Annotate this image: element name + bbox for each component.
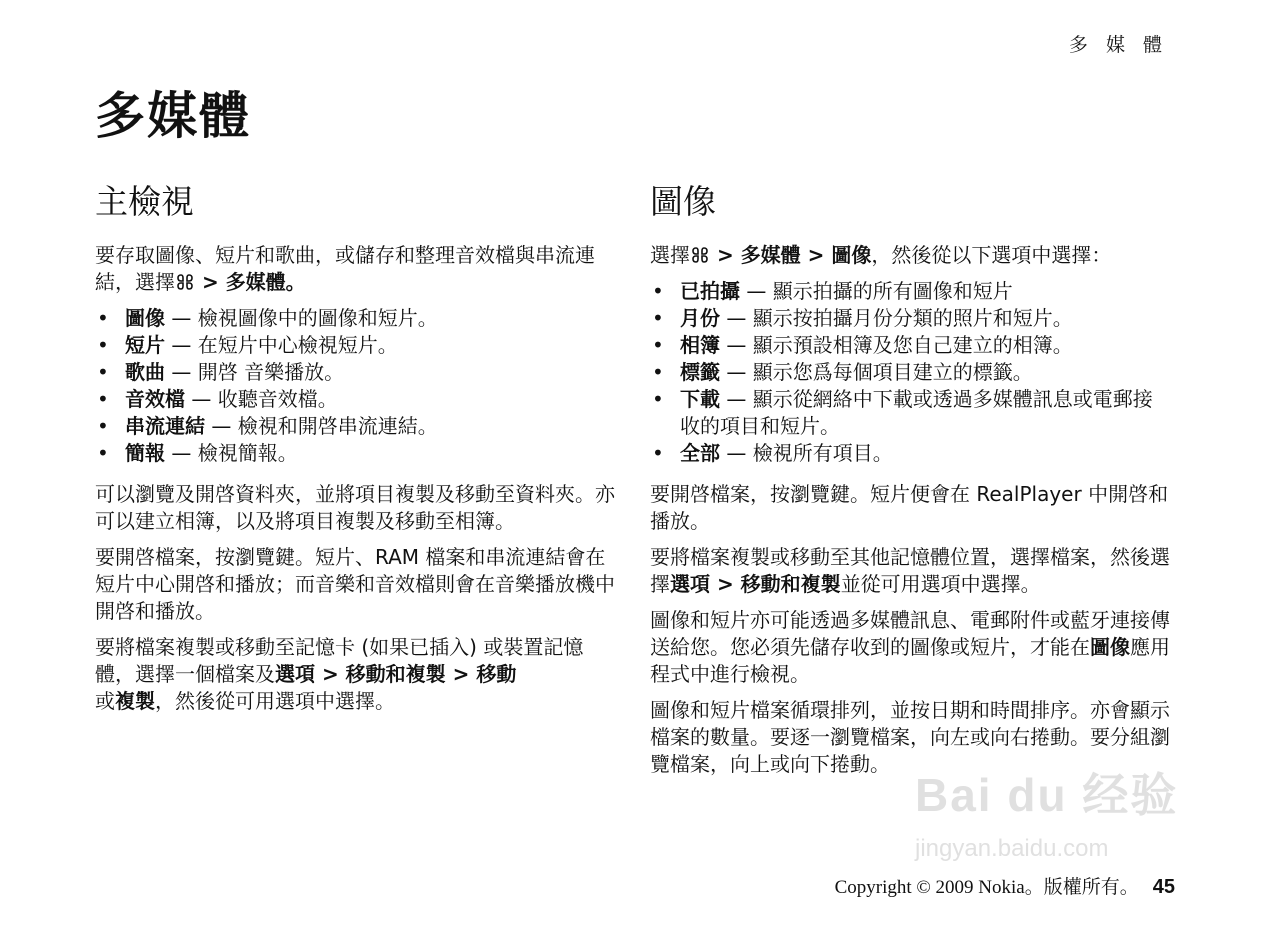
list-item: • 串流連結 — 檢視和開啓串流連結。 — [95, 413, 620, 440]
list-item: • 全部 — 檢視所有項目。 — [650, 440, 1170, 467]
list-item: • 音效檔 — 收聽音效檔。 — [95, 386, 620, 413]
left-column — [95, 180, 620, 724]
main-view-list — [95, 305, 620, 467]
images-heading: 圖像 — [650, 182, 716, 221]
copy-move-paragraph: 要將檔案複製或移動至記憶卡 (如果已插入) 或裝置記憶體，選擇一個檔案及選項 > 移動和複製 > 移動 或複製，然後從可用選項中選擇。 — [95, 635, 584, 713]
list-item: • 歌曲 — 開啓 音樂播放。 — [95, 359, 620, 386]
list-item: • 已拍攝 — 顯示拍攝的所有圖像和短片 — [650, 278, 1170, 305]
menu-key-icon — [692, 245, 708, 265]
page-footer — [835, 872, 1175, 899]
menu-key-icon — [177, 272, 193, 292]
list-item: • 圖像 — 檢視圖像中的圖像和短片。 — [95, 305, 620, 332]
page-title: 多媒體 — [95, 86, 251, 145]
browse-paragraph: 圖像和短片檔案循環排列，並按日期和時間排序。亦會顯示檔案的數量。要逐一瀏覽檔案，向左或向右捲動。要分組瀏覽檔案，向上或向下捲動。 — [650, 698, 1170, 776]
watermark-brand: Bai du 经验 — [915, 769, 1179, 821]
memory-copy-paragraph: 要將檔案複製或移動至其他記憶體位置，選擇檔案，然後選擇選項 > 移動和複製並從可用選項中選擇。 — [650, 545, 1170, 596]
main-view-intro: 要存取圖像、短片和歌曲，或儲存和整理音效檔與串流連結，選擇 > 多媒體。 — [95, 243, 595, 294]
images-intro: 選擇 > 多媒體 > 圖像，然後從以下選項中選擇： — [650, 243, 1112, 267]
list-item: • 月份 — 顯示按拍攝月份分類的照片和短片。 — [650, 305, 1170, 332]
list-item: • 簡報 — 檢視簡報。 — [95, 440, 620, 467]
folders-paragraph: 可以瀏覽及開啓資料夾，並將項目複製及移動至資料夾。亦可以建立相簿，以及將項目複製及移動至相簿。 — [95, 482, 615, 533]
running-header: 多 媒 體 — [1068, 34, 1168, 56]
images-list — [650, 278, 1170, 467]
realplayer-paragraph: 要開啓檔案，按瀏覽鍵。短片便會在 RealPlayer 中開啓和播放。 — [650, 482, 1169, 533]
receive-paragraph: 圖像和短片亦可能透過多媒體訊息、電郵附件或藍牙連接傳送給您。您必須先儲存收到的圖像或短片，才能在圖像應用程式中進行檢視。 — [650, 608, 1170, 686]
watermark-url: jingyan.baidu.com — [915, 835, 1109, 862]
list-item: • 相簿 — 顯示預設相簿及您自己建立的相簿。 — [650, 332, 1170, 359]
list-item: • 下載 — 顯示從網絡中下載或透過多媒體訊息或電郵接收的項目和短片。 — [650, 386, 1170, 440]
list-item: • 短片 — 在短片中心檢視短片。 — [95, 332, 620, 359]
list-item: • 標籤 — 顯示您爲每個項目建立的標籤。 — [650, 359, 1170, 386]
open-file-paragraph: 要開啓檔案，按瀏覽鍵。短片、RAM 檔案和串流連結會在短片中心開啓和播放；而音樂和音效檔則會在音樂播放機中開啓和播放。 — [95, 545, 615, 623]
right-column — [650, 180, 1170, 787]
page-number: 45 — [1152, 876, 1175, 898]
main-view-heading: 主檢視 — [95, 182, 194, 221]
copyright-text: Copyright © 2009 Nokia。版權所有。 — [834, 877, 1139, 898]
